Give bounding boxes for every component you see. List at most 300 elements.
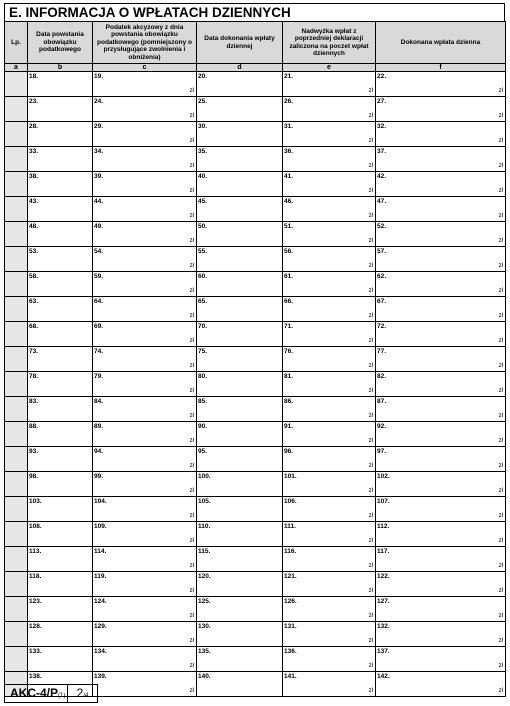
field-number: 98.	[29, 473, 39, 480]
field-number: 60.	[198, 273, 208, 280]
field-number: 69.	[94, 323, 104, 330]
table-row	[5, 397, 506, 422]
table-row	[5, 97, 506, 122]
daily-payment-field[interactable]	[376, 547, 506, 572]
field-number: 24.	[94, 98, 104, 105]
excise-tax-field[interactable]	[93, 672, 197, 697]
currency-label: zł	[368, 288, 373, 294]
row-number-cell	[5, 472, 28, 497]
field-number: 94.	[94, 448, 104, 455]
overpayment-field[interactable]	[283, 447, 376, 472]
table-row	[5, 422, 506, 447]
payment-date-field[interactable]	[197, 397, 283, 422]
tax-date-field[interactable]	[28, 172, 93, 197]
tax-date-field[interactable]	[28, 222, 93, 247]
currency-label: zł	[498, 688, 503, 694]
payment-date-field[interactable]	[197, 197, 283, 222]
field-number: 111.	[284, 523, 296, 530]
tax-date-field[interactable]	[28, 72, 93, 97]
overpayment-field[interactable]	[283, 197, 376, 222]
overpayment-field[interactable]	[283, 72, 376, 97]
field-number: 95.	[198, 448, 208, 455]
field-number: 51.	[284, 223, 294, 230]
currency-label: zł	[498, 438, 503, 444]
field-number: 39.	[94, 173, 104, 180]
currency-label: zł	[189, 313, 194, 319]
payment-date-field[interactable]	[197, 72, 283, 97]
overpayment-field[interactable]	[283, 272, 376, 297]
excise-tax-field[interactable]	[93, 222, 197, 247]
field-number: 124.	[94, 598, 107, 605]
table-row	[5, 222, 506, 247]
field-number: 38.	[29, 173, 39, 180]
excise-tax-field[interactable]	[93, 472, 197, 497]
payment-date-field[interactable]	[197, 422, 283, 447]
payment-date-field[interactable]	[197, 522, 283, 547]
field-number: 114.	[94, 548, 107, 555]
field-number: 142.	[377, 673, 390, 680]
currency-label: zł	[498, 213, 503, 219]
tax-date-field[interactable]	[28, 397, 93, 422]
tax-date-field[interactable]	[28, 322, 93, 347]
tax-date-field[interactable]	[28, 122, 93, 147]
field-number: 30.	[198, 123, 208, 130]
field-number: 100.	[198, 473, 211, 480]
column-letter-c: c	[93, 64, 197, 72]
payment-date-field[interactable]	[197, 122, 283, 147]
tax-date-field[interactable]	[28, 447, 93, 472]
daily-payment-field[interactable]	[376, 347, 506, 372]
field-number: 34.	[94, 148, 104, 155]
daily-payment-field[interactable]	[376, 672, 506, 697]
currency-label: zł	[368, 263, 373, 269]
table-row	[5, 447, 506, 472]
payment-date-field[interactable]	[197, 622, 283, 647]
field-number: 76.	[284, 348, 294, 355]
field-number: 117.	[377, 548, 390, 555]
currency-label: zł	[498, 263, 503, 269]
field-number: 80.	[198, 373, 208, 380]
field-number: 141.	[284, 673, 297, 680]
currency-label: zł	[368, 563, 373, 569]
excise-tax-field[interactable]	[93, 97, 197, 122]
field-number: 29.	[94, 123, 104, 130]
field-number: 44.	[94, 198, 104, 205]
currency-label: zł	[498, 463, 503, 469]
overpayment-field[interactable]	[283, 397, 376, 422]
field-number: 96.	[284, 448, 294, 455]
excise-tax-field[interactable]	[93, 622, 197, 647]
excise-tax-field[interactable]	[93, 447, 197, 472]
currency-label: zł	[498, 388, 503, 394]
currency-label: zł	[368, 238, 373, 244]
currency-label: zł	[498, 513, 503, 519]
overpayment-field[interactable]	[283, 422, 376, 447]
currency-label: zł	[368, 188, 373, 194]
field-number: 57.	[377, 248, 387, 255]
currency-label: zł	[189, 238, 194, 244]
currency-label: zł	[189, 663, 194, 669]
payment-date-field[interactable]	[197, 472, 283, 497]
row-number-cell	[5, 147, 28, 172]
field-number: 21.	[284, 73, 294, 80]
field-number: 72.	[377, 323, 387, 330]
payment-date-field[interactable]	[197, 597, 283, 622]
overpayment-field[interactable]	[283, 472, 376, 497]
currency-label: zł	[498, 538, 503, 544]
field-number: 123.	[29, 598, 42, 605]
field-number: 131.	[284, 623, 297, 630]
field-number: 86.	[284, 398, 294, 405]
payment-date-field[interactable]	[197, 297, 283, 322]
excise-tax-field[interactable]	[93, 422, 197, 447]
field-number: 135.	[198, 648, 211, 655]
daily-payment-field[interactable]	[376, 272, 506, 297]
excise-tax-field[interactable]	[93, 372, 197, 397]
daily-payments-table	[4, 21, 506, 697]
excise-tax-field[interactable]	[93, 272, 197, 297]
field-number: 70.	[198, 323, 208, 330]
overpayment-field[interactable]	[283, 622, 376, 647]
excise-tax-field[interactable]	[93, 122, 197, 147]
column-letter-a: a	[5, 64, 28, 72]
payment-date-field[interactable]	[197, 647, 283, 672]
field-number: 133.	[29, 648, 42, 655]
row-number-cell	[5, 322, 28, 347]
row-number-cell	[5, 497, 28, 522]
payment-date-field[interactable]	[197, 372, 283, 397]
row-number-cell	[5, 422, 28, 447]
field-number: 90.	[198, 423, 208, 430]
daily-payment-field[interactable]	[376, 172, 506, 197]
daily-payment-field[interactable]	[376, 397, 506, 422]
overpayment-field[interactable]	[283, 172, 376, 197]
row-number-cell	[5, 522, 28, 547]
field-number: 64.	[94, 298, 104, 305]
table-row	[5, 597, 506, 622]
row-number-cell	[5, 347, 28, 372]
currency-label: zł	[189, 88, 194, 94]
field-number: 130.	[198, 623, 211, 630]
payment-date-field[interactable]	[197, 672, 283, 697]
row-number-cell	[5, 572, 28, 597]
form-code-box	[4, 684, 68, 703]
payment-date-field[interactable]	[197, 447, 283, 472]
table-row	[5, 472, 506, 497]
table-row	[5, 372, 506, 397]
overpayment-field[interactable]	[283, 147, 376, 172]
currency-label: zł	[368, 138, 373, 144]
daily-payment-field[interactable]	[376, 147, 506, 172]
currency-label: zł	[189, 213, 194, 219]
daily-payment-field[interactable]	[376, 297, 506, 322]
currency-label: zł	[189, 588, 194, 594]
field-number: 107.	[377, 498, 390, 505]
row-number-cell	[5, 622, 28, 647]
currency-label: zł	[368, 88, 373, 94]
table-row	[5, 197, 506, 222]
row-number-cell	[5, 247, 28, 272]
tax-date-field[interactable]	[28, 297, 93, 322]
field-number: 126.	[284, 598, 297, 605]
currency-label: zł	[498, 638, 503, 644]
field-number: 83.	[29, 398, 39, 405]
currency-label: zł	[189, 113, 194, 119]
form-code: AKC-4/P	[10, 686, 59, 700]
field-number: 105.	[198, 498, 211, 505]
tax-date-field[interactable]	[28, 347, 93, 372]
field-number: 102.	[377, 473, 390, 480]
tax-date-field[interactable]	[28, 522, 93, 547]
overpayment-field[interactable]	[283, 97, 376, 122]
currency-label: zł	[498, 563, 503, 569]
overpayment-field[interactable]	[283, 647, 376, 672]
excise-tax-field[interactable]	[93, 597, 197, 622]
tax-date-field[interactable]	[28, 147, 93, 172]
overpayment-field[interactable]	[283, 347, 376, 372]
field-number: 31.	[284, 123, 294, 130]
tax-date-field[interactable]	[28, 197, 93, 222]
tax-date-field[interactable]	[28, 422, 93, 447]
payment-date-field[interactable]	[197, 497, 283, 522]
overpayment-field[interactable]	[283, 497, 376, 522]
field-number: 103.	[29, 498, 42, 505]
field-number: 27.	[377, 98, 387, 105]
payment-date-field[interactable]	[197, 147, 283, 172]
daily-payment-field[interactable]	[376, 372, 506, 397]
currency-label: zł	[368, 613, 373, 619]
field-number: 37.	[377, 148, 387, 155]
field-number: 46.	[284, 198, 294, 205]
field-number: 20.	[198, 73, 208, 80]
column-letter-f: f	[376, 64, 506, 72]
row-number-cell	[5, 597, 28, 622]
tax-date-field[interactable]	[28, 372, 93, 397]
payment-date-field[interactable]	[197, 572, 283, 597]
field-number: 36.	[284, 148, 294, 155]
column-header-excise-tax: Podatek akcyzowy z dnia powstania obowiązku podatkowego (pomniejszony o przysługujące zwolnienia i obniżenia)	[93, 22, 197, 64]
excise-tax-field[interactable]	[93, 647, 197, 672]
overpayment-field[interactable]	[283, 372, 376, 397]
payment-date-field[interactable]	[197, 247, 283, 272]
field-number: 125.	[198, 598, 211, 605]
field-number: 109.	[94, 523, 107, 530]
daily-payment-field[interactable]	[376, 222, 506, 247]
daily-payment-field[interactable]	[376, 322, 506, 347]
field-number: 140.	[198, 673, 211, 680]
tax-date-field[interactable]	[28, 97, 93, 122]
overpayment-field[interactable]	[283, 247, 376, 272]
field-number: 120.	[198, 573, 211, 580]
field-number: 113.	[29, 548, 42, 555]
column-header-tax-date: Data powstania obowiązku podatkowego	[28, 22, 93, 64]
row-number-cell	[5, 222, 28, 247]
daily-payment-field[interactable]	[376, 447, 506, 472]
excise-tax-field[interactable]	[93, 547, 197, 572]
field-number: 40.	[198, 173, 208, 180]
excise-tax-field[interactable]	[93, 497, 197, 522]
field-number: 84.	[94, 398, 104, 405]
field-number: 115.	[198, 548, 211, 555]
field-number: 128.	[29, 623, 42, 630]
tax-date-field[interactable]	[28, 272, 93, 297]
overpayment-field[interactable]	[283, 322, 376, 347]
excise-tax-field[interactable]	[93, 522, 197, 547]
field-number: 108.	[29, 523, 42, 530]
page-number-box	[68, 684, 98, 703]
excise-tax-field[interactable]	[93, 297, 197, 322]
tax-date-field[interactable]	[28, 622, 93, 647]
field-number: 63.	[29, 298, 39, 305]
field-number: 62.	[377, 273, 387, 280]
currency-label: zł	[189, 688, 194, 694]
excise-tax-field[interactable]	[93, 247, 197, 272]
overpayment-field[interactable]	[283, 122, 376, 147]
table-row	[5, 122, 506, 147]
overpayment-field[interactable]	[283, 572, 376, 597]
payment-date-field[interactable]	[197, 347, 283, 372]
daily-payment-field[interactable]	[376, 622, 506, 647]
field-number: 127.	[377, 598, 390, 605]
daily-payment-field[interactable]	[376, 497, 506, 522]
tax-date-field[interactable]	[28, 597, 93, 622]
currency-label: zł	[498, 163, 503, 169]
payment-date-field[interactable]	[197, 172, 283, 197]
excise-tax-field[interactable]	[93, 72, 197, 97]
payment-date-field[interactable]	[197, 322, 283, 347]
field-number: 19.	[94, 73, 104, 80]
field-number: 49.	[94, 223, 104, 230]
field-number: 26.	[284, 98, 294, 105]
currency-label: zł	[189, 438, 194, 444]
row-number-cell	[5, 197, 28, 222]
daily-payment-field[interactable]	[376, 122, 506, 147]
field-number: 139.	[94, 673, 107, 680]
currency-label: zł	[368, 538, 373, 544]
field-number: 58.	[29, 273, 39, 280]
daily-payment-field[interactable]	[376, 647, 506, 672]
field-number: 137.	[377, 648, 390, 655]
daily-payment-field[interactable]	[376, 197, 506, 222]
table-row	[5, 497, 506, 522]
currency-label: zł	[368, 638, 373, 644]
excise-tax-field[interactable]	[93, 572, 197, 597]
column-letter-b: b	[28, 64, 93, 72]
currency-label: zł	[189, 463, 194, 469]
field-number: 73.	[29, 348, 39, 355]
overpayment-field[interactable]	[283, 222, 376, 247]
payment-date-field[interactable]	[197, 97, 283, 122]
currency-label: zł	[189, 288, 194, 294]
currency-label: zł	[498, 188, 503, 194]
excise-tax-field[interactable]	[93, 172, 197, 197]
excise-tax-field[interactable]	[93, 197, 197, 222]
tax-date-field[interactable]	[28, 497, 93, 522]
tax-date-field[interactable]	[28, 647, 93, 672]
daily-payment-field[interactable]	[376, 247, 506, 272]
overpayment-field[interactable]	[283, 547, 376, 572]
field-number: 101.	[284, 473, 297, 480]
payment-date-field[interactable]	[197, 547, 283, 572]
table-row	[5, 347, 506, 372]
tax-date-field[interactable]	[28, 247, 93, 272]
field-number: 92.	[377, 423, 387, 430]
currency-label: zł	[368, 488, 373, 494]
page-total: /4	[83, 693, 89, 699]
tax-date-field[interactable]	[28, 472, 93, 497]
column-header-overpayment: Nadwyżka wpłat z poprzedniej deklaracji zaliczona na poczet wpłat dziennych	[283, 22, 376, 64]
currency-label: zł	[189, 563, 194, 569]
daily-payment-field[interactable]	[376, 72, 506, 97]
row-number-cell	[5, 172, 28, 197]
daily-payment-field[interactable]	[376, 472, 506, 497]
tax-date-field[interactable]	[28, 572, 93, 597]
overpayment-field[interactable]	[283, 297, 376, 322]
currency-label: zł	[498, 138, 503, 144]
currency-label: zł	[368, 588, 373, 594]
overpayment-field[interactable]	[283, 522, 376, 547]
field-number: 67.	[377, 298, 387, 305]
field-number: 118.	[29, 573, 42, 580]
overpayment-field[interactable]	[283, 597, 376, 622]
field-number: 18.	[29, 73, 39, 80]
section-title: E. INFORMACJA O WPŁATACH DZIENNYCH	[4, 3, 505, 21]
table-row	[5, 647, 506, 672]
row-number-cell	[5, 72, 28, 97]
field-number: 47.	[377, 198, 387, 205]
excise-tax-field[interactable]	[93, 397, 197, 422]
row-number-cell	[5, 97, 28, 122]
excise-tax-field[interactable]	[93, 347, 197, 372]
table-row	[5, 272, 506, 297]
field-number: 65.	[198, 298, 208, 305]
excise-tax-field[interactable]	[93, 147, 197, 172]
field-number: 55.	[198, 248, 208, 255]
daily-payment-field[interactable]	[376, 97, 506, 122]
currency-label: zł	[368, 663, 373, 669]
daily-payment-field[interactable]	[376, 422, 506, 447]
table-row	[5, 172, 506, 197]
field-number: 136.	[284, 648, 297, 655]
currency-label: zł	[368, 363, 373, 369]
payment-date-field[interactable]	[197, 222, 283, 247]
currency-label: zł	[368, 388, 373, 394]
column-letter-d: d	[197, 64, 283, 72]
currency-label: zł	[368, 313, 373, 319]
excise-tax-field[interactable]	[93, 322, 197, 347]
field-number: 68.	[29, 323, 39, 330]
field-number: 119.	[94, 573, 107, 580]
currency-label: zł	[368, 513, 373, 519]
daily-payment-field[interactable]	[376, 522, 506, 547]
field-number: 71.	[284, 323, 294, 330]
field-number: 106.	[284, 498, 297, 505]
currency-label: zł	[368, 688, 373, 694]
daily-payment-field[interactable]	[376, 572, 506, 597]
currency-label: zł	[189, 163, 194, 169]
column-header-lp: Lp.	[5, 22, 28, 64]
currency-label: zł	[189, 413, 194, 419]
tax-date-field[interactable]	[28, 547, 93, 572]
field-number: 56.	[284, 248, 294, 255]
field-number: 48.	[29, 223, 39, 230]
table-row	[5, 297, 506, 322]
overpayment-field[interactable]	[283, 672, 376, 697]
field-number: 45.	[198, 198, 208, 205]
column-letter-e: e	[283, 64, 376, 72]
payment-date-field[interactable]	[197, 272, 283, 297]
daily-payment-field[interactable]	[376, 597, 506, 622]
